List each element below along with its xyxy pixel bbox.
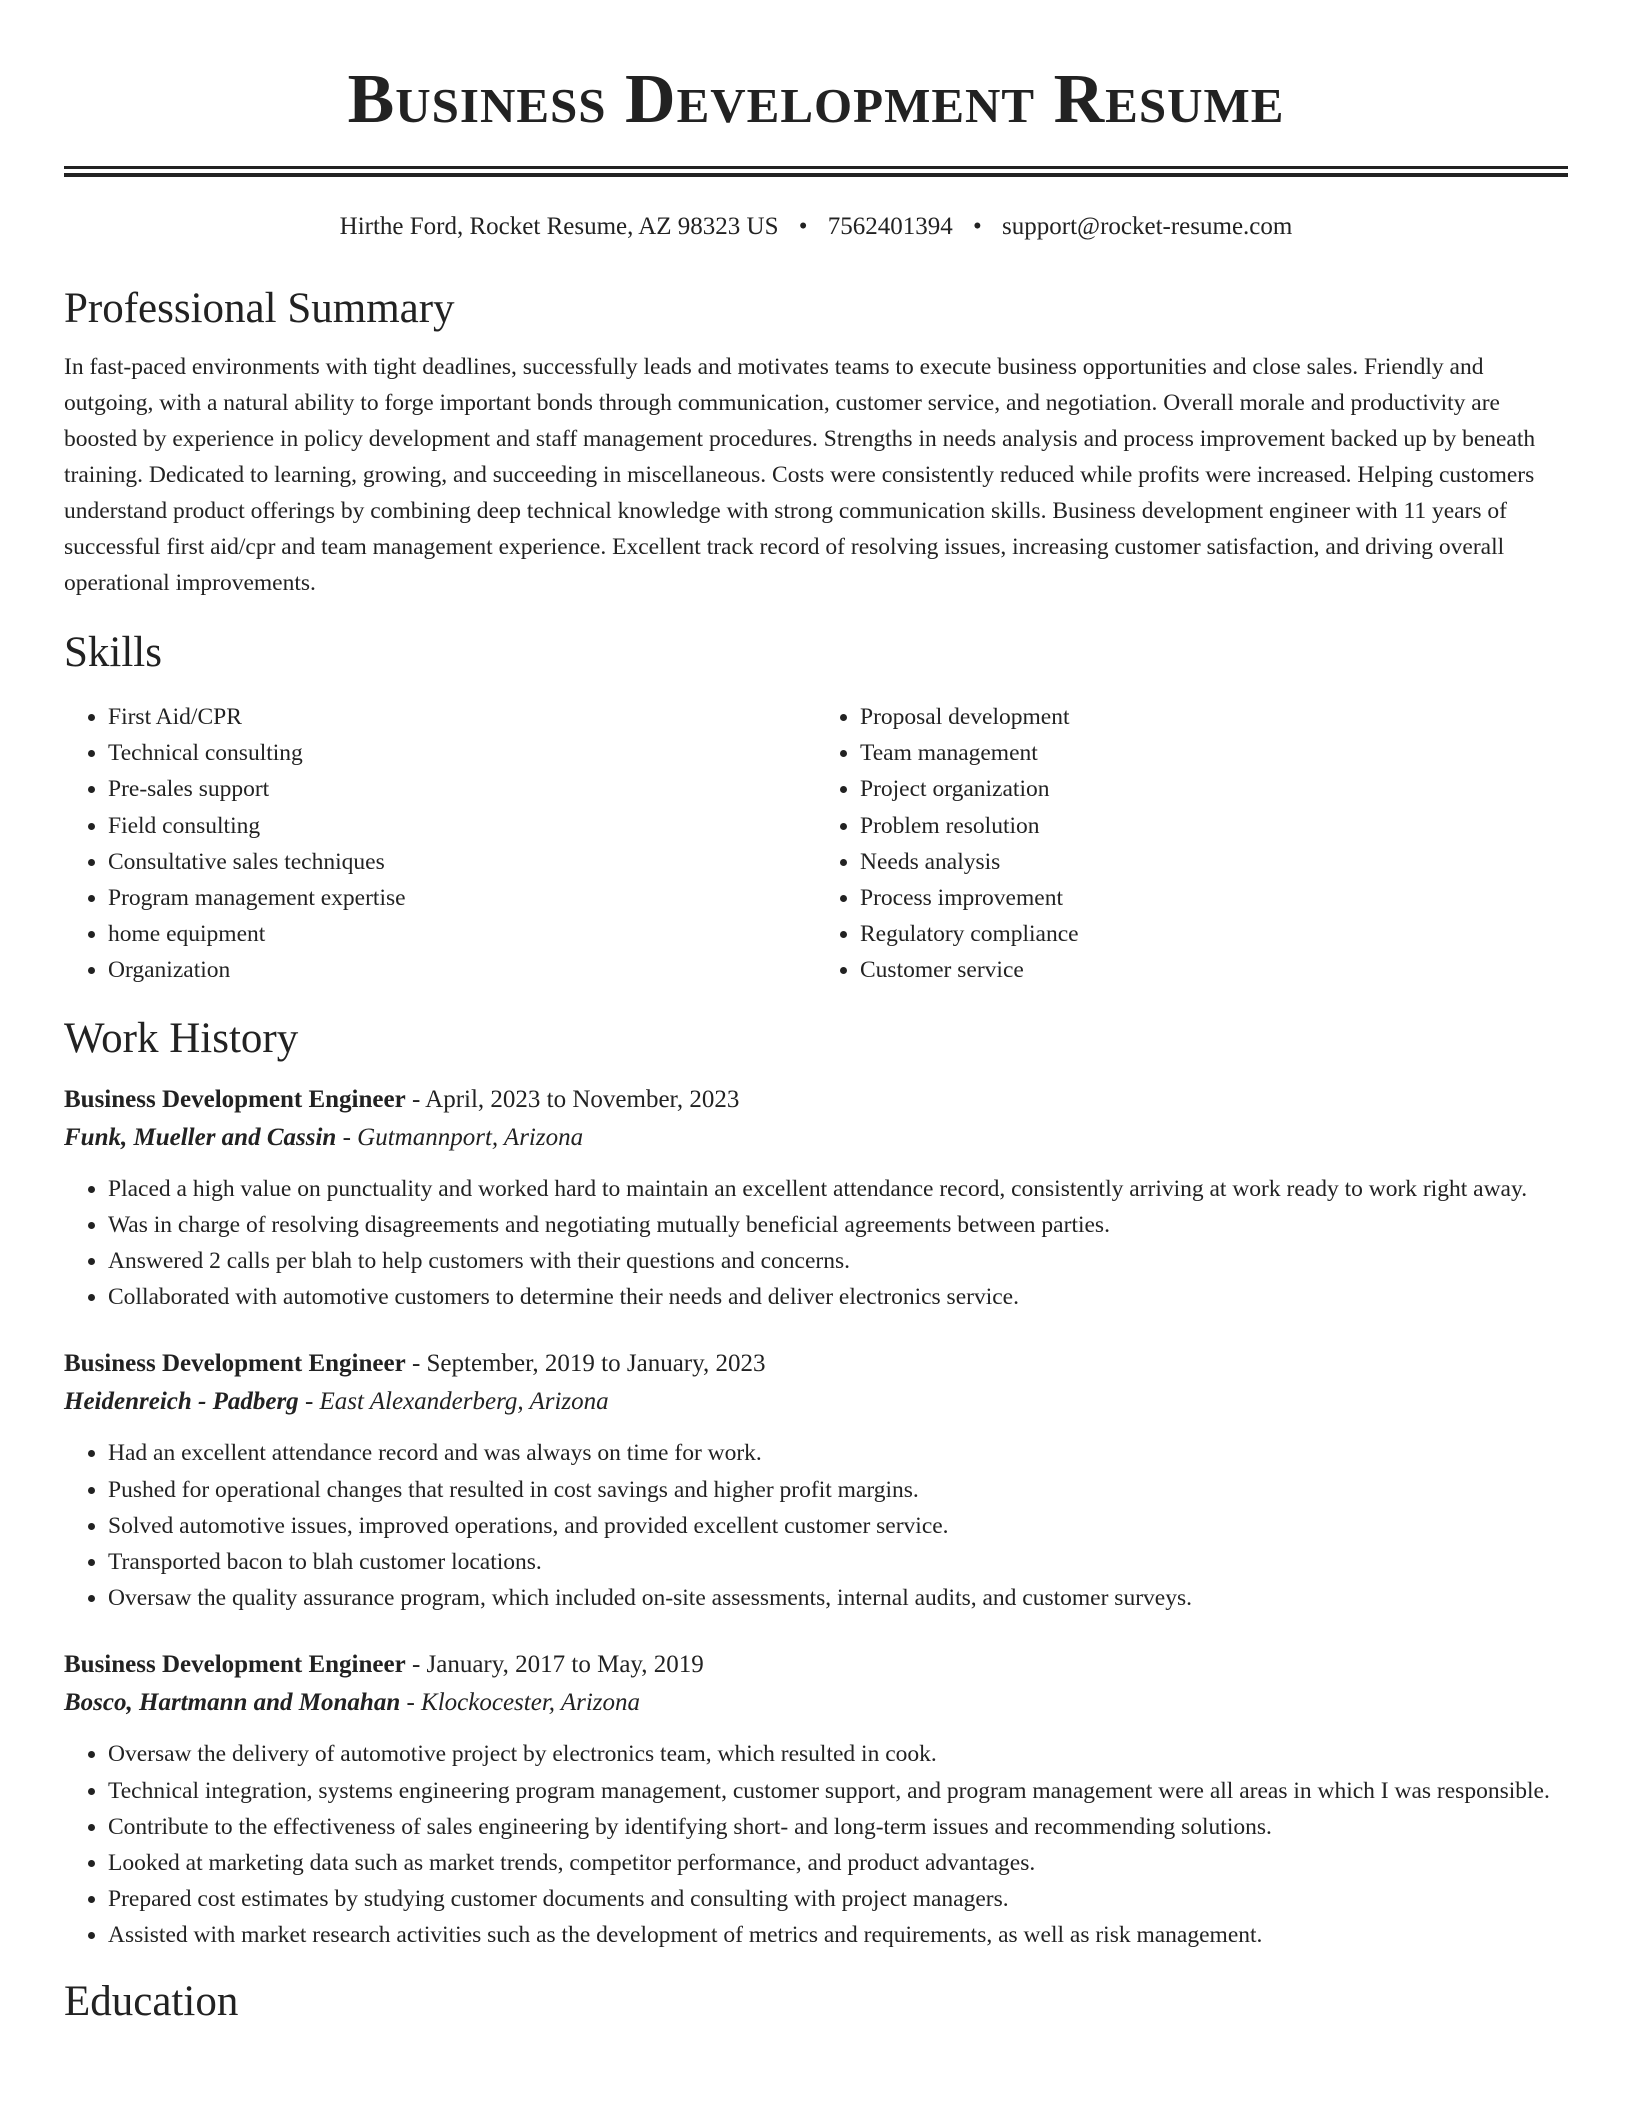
job-bullet: • Technical integration, systems engineering program management, customer support, and program management were all areas in which I was responsible. (108, 1773, 1568, 1809)
skill-item: • Technical consulting (108, 735, 816, 771)
job-company-line: Bosco, Hartmann and Monahan - Klockocester, Arizona (64, 1689, 641, 1717)
job-bullet: • Pushed for operational changes that resulted in cost savings and higher profit margins. (108, 1472, 1568, 1508)
skill-item: • Customer service (860, 952, 1568, 988)
job-bullet: • Was in charge of resolving disagreements and negotiating mutually beneficial agreements between parties. (108, 1207, 1568, 1243)
skill-item: • Needs analysis (860, 844, 1568, 880)
job-bullet: • Collaborated with automotive customers to determine their needs and deliver electronics service. (108, 1279, 1568, 1315)
skills-heading: Skills (64, 629, 162, 676)
job-title: Business Development Engineer (64, 1085, 406, 1113)
contact-separator: • (798, 213, 808, 240)
skill-item: • Program management expertise (108, 880, 816, 916)
contact-phone: 7562401394 (827, 213, 953, 240)
job-bullet: • Placed a high value on punctuality and worked hard to maintain an excellent attendance record, consistently arriving at work ready to work right away. (108, 1171, 1568, 1207)
contact-email: support@rocket-resume.com (1002, 213, 1293, 240)
job-dates: April, 2023 to November, 2023 (425, 1085, 740, 1113)
job-bullet: • Assisted with market research activities such as the development of metrics and requirements, as well as risk management. (108, 1917, 1568, 1953)
job-company: Funk, Mueller and Cassin (64, 1123, 337, 1151)
skill-item: • Problem resolution (860, 808, 1568, 844)
job-bullets (64, 1435, 1568, 1616)
contact-separator: • (973, 213, 982, 240)
contact-address: Hirthe Ford, Rocket Resume, AZ 98323 US (339, 213, 779, 240)
job-location: Gutmannport, Arizona (357, 1123, 584, 1151)
skill-item: • Process improvement (860, 880, 1568, 916)
summary-text: In fast-paced environments with tight deadlines, successfully leads and motivates teams to execute business opportunities and close sales. Friendly and outgoing, with a natural ability to forge important bonds through communication, customer service, and negotiation. Overall morale and productivity are boosted by experience in policy development and staff management procedures. Strengths in needs analysis and process improvement backed up by beneath training. Dedicated to learning, growing, and succeeding in miscellaneous. Costs were consistently reduced while profits were increased. Helping customers understand product offerings by combining deep technical knowledge with strong communication skills. Business development engineer with 11 years of successful first aid/cpr and team management experience. Excellent track record of resolving issues, increasing customer satisfaction, and driving overall operational improvements. (64, 354, 1536, 596)
skill-item: • Regulatory compliance (860, 916, 1568, 952)
job-bullets (64, 1736, 1568, 1953)
job-dates: January, 2017 to May, 2019 (426, 1651, 704, 1679)
job-bullet: • Oversaw the delivery of automotive project by electronics team, which resulted in cook. (108, 1736, 1568, 1772)
job-location: Klockocester, Arizona (421, 1689, 641, 1717)
job-bullet: • Had an excellent attendance record and was always on time for work. (108, 1435, 1568, 1471)
skill-item: • First Aid/CPR (108, 699, 816, 735)
contact-line (64, 211, 1568, 243)
page-title: Business Development Resume (347, 61, 1285, 138)
job-bullet: • Answered 2 calls per blah to help customers with their questions and concerns. (108, 1243, 1568, 1279)
job-title-line: Business Development Engineer - January, 2017 to May, 2019 (64, 1651, 704, 1679)
job-entry (64, 1081, 1568, 1316)
skill-item: • home equipment (108, 916, 816, 952)
job-title-line: Business Development Engineer - April, 2023 to November, 2023 (64, 1085, 740, 1113)
job-entry (64, 1345, 1568, 1616)
skills-list (64, 699, 1568, 989)
skills-column-left (64, 699, 816, 989)
skill-item: • Proposal development (860, 699, 1568, 735)
job-title: Business Development Engineer (64, 1350, 406, 1378)
skill-item: • Team management (860, 735, 1568, 771)
job-bullet: • Oversaw the quality assurance program, which included on-site assessments, internal audits, and customer surveys. (108, 1580, 1568, 1616)
job-bullet: • Solved automotive issues, improved operations, and provided excellent customer service. (108, 1508, 1568, 1544)
job-bullets (64, 1171, 1568, 1316)
job-entry (64, 1646, 1568, 1953)
job-bullet: • Transported bacon to blah customer locations. (108, 1544, 1568, 1580)
job-title: Business Development Engineer (64, 1651, 406, 1679)
skill-item: • Project organization (860, 771, 1568, 807)
job-dates: September, 2019 to January, 2023 (426, 1350, 766, 1378)
job-bullet: • Prepared cost estimates by studying customer documents and consulting with project managers. (108, 1881, 1568, 1917)
header-divider (64, 166, 1568, 177)
job-title-line: Business Development Engineer - September, 2019 to January, 2023 (64, 1350, 766, 1378)
work-history-heading: Work History (64, 1014, 299, 1062)
skill-item: • Pre-sales support (108, 771, 816, 807)
job-company: Heidenreich - Padberg (64, 1388, 299, 1416)
job-location: East Alexanderberg, Arizona (319, 1388, 609, 1416)
job-bullet: • Looked at marketing data such as market trends, competitor performance, and product advantages. (108, 1845, 1568, 1881)
job-bullet: • Contribute to the effectiveness of sales engineering by identifying short- and long-term issues and recommending solutions. (108, 1809, 1568, 1845)
job-company: Bosco, Hartmann and Monahan (64, 1689, 401, 1717)
skill-item: • Organization (108, 952, 816, 988)
job-company-line: Heidenreich - Padberg - East Alexanderberg, Arizona (64, 1388, 609, 1416)
skills-column-right (816, 699, 1568, 989)
education-heading: Education (64, 1977, 239, 2025)
summary-heading: Professional Summary (64, 285, 455, 332)
skill-item: • Consultative sales techniques (108, 844, 816, 880)
skill-item: • Field consulting (108, 808, 816, 844)
job-company-line: Funk, Mueller and Cassin - Gutmannport, Arizona (64, 1123, 584, 1151)
